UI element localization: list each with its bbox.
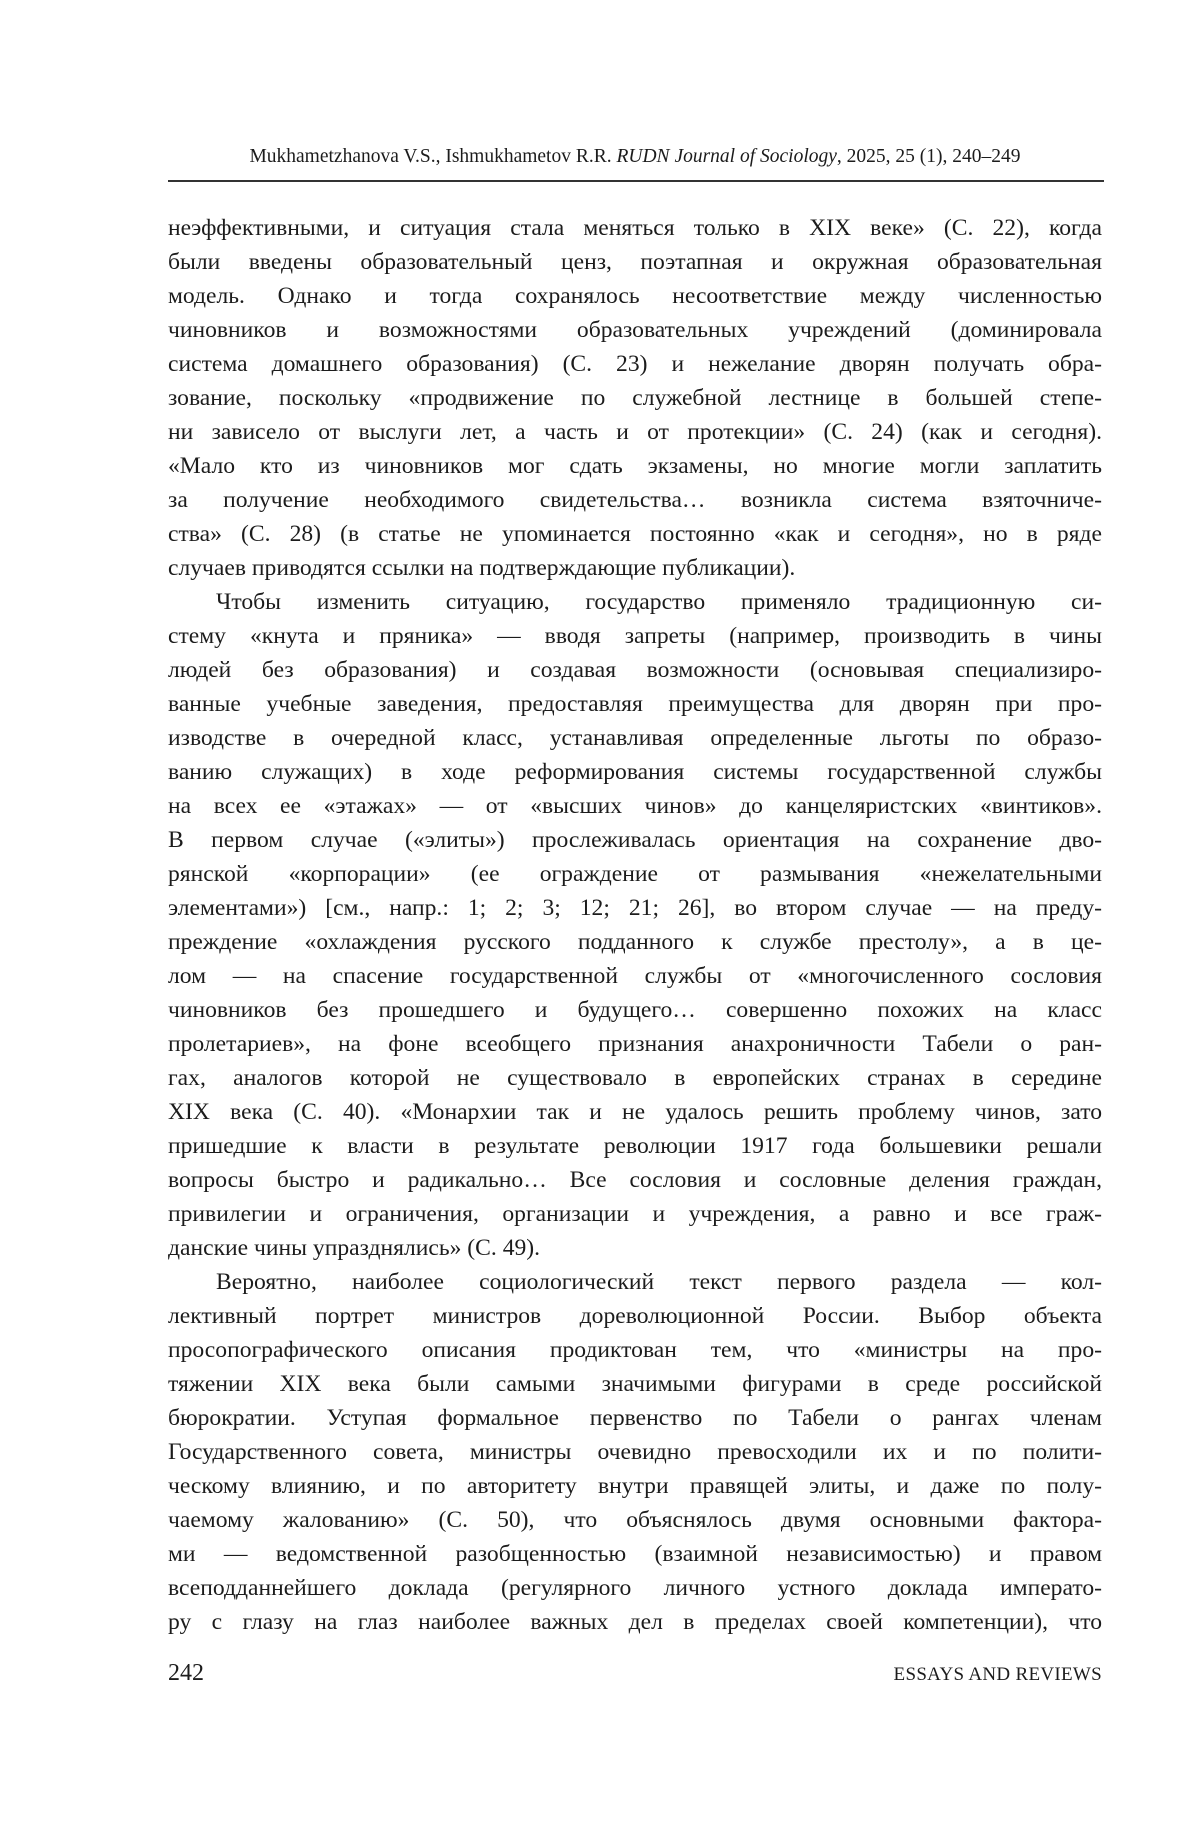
page-number: 242	[168, 1660, 204, 1687]
text-line: «Мало кто из чиновников мог сдать экзамены, но многие могли заплатить	[168, 449, 1102, 483]
text-line: стему «кнута и пряника» — вводя запреты (например, производить в чины	[168, 619, 1102, 653]
text-line: ческому влиянию, и по авторитету внутри правящей элиты, и даже по полу-	[168, 1469, 1102, 1503]
text-line: гах, аналогов которой не существовало в европейских странах в середине	[168, 1061, 1102, 1095]
text-line: за получение необходимого свидетельства… возникла система взяточниче-	[168, 483, 1102, 517]
text-line: элементами») [см., напр.: 1; 2; 3; 12; 21; 26], во втором случае — на преду-	[168, 891, 1102, 925]
text-line: Чтобы изменить ситуацию, государство применяло традиционную си-	[168, 585, 1102, 619]
text-line: ства» (С. 28) (в статье не упоминается постоянно «как и сегодня», но в ряде	[168, 517, 1102, 551]
text-line: преждение «охлаждения русского подданного к службе престолу», а в це-	[168, 925, 1102, 959]
header-authors: Mukhametzhanova V.S., Ishmukhametov R.R.	[249, 146, 611, 167]
text-line: неэффективными, и ситуация стала меняться только в XIX веке» (С. 22), когда	[168, 211, 1102, 245]
header-citation: , 2025, 25 (1), 240–249	[837, 146, 1021, 167]
text-line: на всех ее «этажах» — от «высших чинов» до канцеляристских «винтиков».	[168, 789, 1102, 823]
text-line: XIX века (С. 40). «Монархии так и не удалось решить проблему чинов, зато	[168, 1095, 1102, 1129]
text-line: пришедшие к власти в результате революции 1917 года большевики решали	[168, 1129, 1102, 1163]
text-line: чиновников и возможностями образовательных учреждений (доминировала	[168, 313, 1102, 347]
header-journal: RUDN Journal of Sociology	[616, 146, 836, 167]
text-line: чиновников без прошедшего и будущего… совершенно похожих на класс	[168, 993, 1102, 1027]
text-line: Вероятно, наиболее социологический текст первого раздела — кол-	[168, 1265, 1102, 1299]
section-name: ESSAYS AND REVIEWS	[894, 1664, 1102, 1686]
text-line: людей без образования) и создавая возможности (основывая специализиро-	[168, 653, 1102, 687]
running-header	[168, 146, 1102, 168]
text-line: чаемому жалованию» (С. 50), что объяснялось двумя основными фактора-	[168, 1503, 1102, 1537]
text-line: вопросы быстро и радикально… Все сословия и сословные деления граждан,	[168, 1163, 1102, 1197]
text-line: случаев приводятся ссылки на подтверждающие публикации).	[168, 551, 1102, 585]
text-line: модель. Однако и тогда сохранялось несоответствие между численностью	[168, 279, 1102, 313]
text-line: лом — на спасение государственной службы от «многочисленного сословия	[168, 959, 1102, 993]
text-line: пролетариев», на фоне всеобщего признания анахроничности Табели о ран-	[168, 1027, 1102, 1061]
text-line: изводстве в очередной класс, устанавливая определенные льготы по образо-	[168, 721, 1102, 755]
body-text	[168, 211, 1102, 1639]
text-line: зование, поскольку «продвижение по служебной лестнице в большей степе-	[168, 381, 1102, 415]
text-line: система домашнего образования) (С. 23) и нежелание дворян получать обра-	[168, 347, 1102, 381]
text-line: ванные учебные заведения, предоставляя преимущества для дворян при про-	[168, 687, 1102, 721]
text-line: Государственного совета, министры очевидно превосходили их и по полити-	[168, 1435, 1102, 1469]
paragraph	[168, 1265, 1102, 1639]
header-rule	[168, 180, 1104, 182]
text-line: всеподданнейшего доклада (регулярного личного устного доклада императо-	[168, 1571, 1102, 1605]
text-line: ми — ведомственной разобщенностью (взаимной независимостью) и правом	[168, 1537, 1102, 1571]
text-line: тяжении XIX века были самыми значимыми фигурами в среде российской	[168, 1367, 1102, 1401]
text-line: были введены образовательный ценз, поэтапная и окружная образовательная	[168, 245, 1102, 279]
text-line: лективный портрет министров дореволюционной России. Выбор объекта	[168, 1299, 1102, 1333]
paragraph	[168, 585, 1102, 1265]
text-line: ру с глазу на глаз наиболее важных дел в пределах своей компетенции), что	[168, 1605, 1102, 1639]
text-line: привилегии и ограничения, организации и учреждения, а равно и все граж-	[168, 1197, 1102, 1231]
text-line: данские чины упразднялись» (С. 49).	[168, 1231, 1102, 1265]
text-line: бюрократии. Уступая формальное первенство по Табели о рангах членам	[168, 1401, 1102, 1435]
text-line: рянской «корпорации» (ее ограждение от размывания «нежелательными	[168, 857, 1102, 891]
paragraph	[168, 211, 1102, 585]
text-line: просопографического описания продиктован тем, что «министры на про-	[168, 1333, 1102, 1367]
text-line: В первом случае («элиты») прослеживалась ориентация на сохранение дво-	[168, 823, 1102, 857]
text-line: ванию служащих) в ходе реформирования системы государственной службы	[168, 755, 1102, 789]
text-line: ни зависело от выслуги лет, а часть и от протекции» (С. 24) (как и сегодня).	[168, 415, 1102, 449]
